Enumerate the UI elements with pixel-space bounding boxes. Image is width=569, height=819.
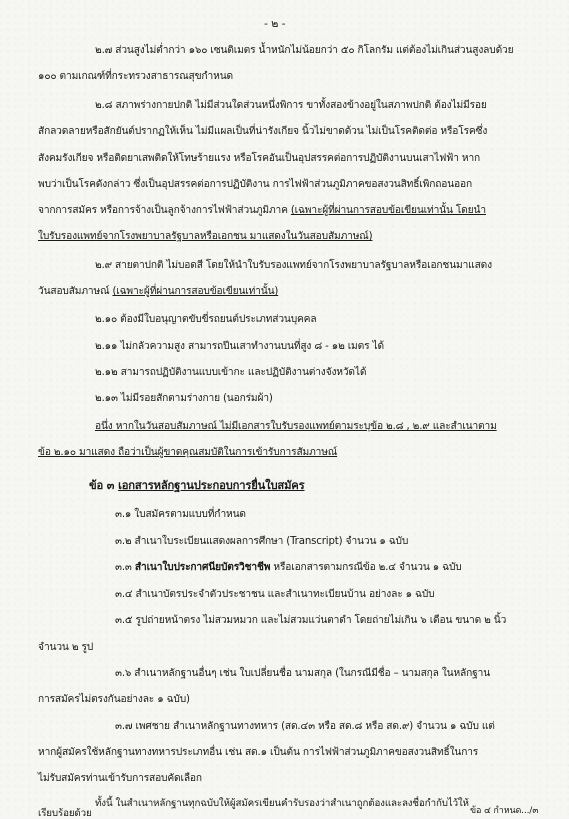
item-2-9-line-2 [38, 285, 278, 299]
item-2-10: ๒.๑๐ ต้องมีใบอนุญาตขับขี่รถยนต์ประเภทส่วนบุคคล [95, 314, 317, 325]
item-3-6-line-1: ๓.๖ สำเนาหลักฐานอื่นๆ เช่น ใบเปลี่ยนชื่อ นามสกุล (ในกรณีมีชื่อ – นามสกุล ในหลักฐาน [115, 668, 491, 679]
item-2-9-line-2-underlined: (เฉพาะผู้ที่ผ่านการสอบข้อเขียนเท่านั้น) [112, 286, 279, 297]
section-3-prefix: ข้อ ๓ [89, 479, 119, 492]
item-3-3-rest: หรือเอกสารตามกรณีข้อ ๒.๔ จำนวน ๑ ฉบับ [270, 562, 462, 573]
item-3-4: ๓.๔ สำเนาบัตรประจำตัวประชาชน และสำเนาทะเบียนบ้าน อย่างละ ๑ ฉบับ [115, 589, 435, 600]
note-line-1: อนึ่ง หากในวันสอบสัมภาษณ์ ไม่มีเอกสารใบรับรองแพทย์ตามระบุข้อ ๒.๘ , ๒.๙ และสำเนาตาม [95, 421, 497, 432]
item-3-3 [115, 561, 462, 575]
item-2-11: ๒.๑๑ ไม่กลัวความสูง สามารถปีนเสาทำงานบนที่สูง ๘ - ๑๒ เมตร ได้ [95, 341, 384, 352]
item-3-7-line-2: หากผู้สมัครใช้หลักฐานทางทหารประเภทอื่น เช่น สด.๑ เป็นต้น การไฟฟ้าส่วนภูมิภาคขอสงวนสิทธิ์ในการ [38, 747, 479, 758]
page-number: - ๒ - [264, 17, 286, 30]
item-2-8-line-2: สักลวดลายหรือสักยันต์ปรากฏให้เห็น ไม่มีแผลเป็นที่น่ารังเกียจ นิ้วไม่ขาดด้วน ไม่เป็นโรคติดต่อ หรือโรคซึ่ง [38, 126, 488, 137]
item-2-9-line-2-text: วันสอบสัมภาษณ์ [38, 286, 113, 297]
closing-line-1: ทั้งนี้ ในสำเนาหลักฐานทุกฉบับให้ผู้สมัครเขียนคำรับรองว่าสำเนาถูกต้องและลงชื่อกำกับไว้ให้ [95, 798, 469, 809]
item-3-5-line-2: จำนวน ๒ รูป [38, 642, 94, 653]
item-2-8-line-5-text: จากการสมัคร หรือการจ้างเป็นลูกจ้างการไฟฟ้าส่วนภูมิภาค [38, 205, 291, 216]
item-2-9-line-1: ๒.๙ สายตาปกติ ไม่บอดสี โดยให้นำใบรับรองแพทย์จากโรงพยาบาลรัฐบาลหรือเอกชนมาแสดง [95, 260, 492, 271]
note-line-2: ข้อ ๒.๑๐ มาแสดง ถือว่าเป็นผู้ขาดคุณสมบัติในการเข้ารับการสัมภาษณ์ [38, 447, 338, 458]
item-2-8-line-5 [38, 204, 486, 218]
item-2-8-line-6: ใบรับรองแพทย์จากโรงพยาบาลรัฐบาลหรือเอกชน มาแสดงในวันสอบสัมภาษณ์) [38, 231, 373, 242]
item-3-1: ๓.๑ ใบสมัครตามแบบที่กำหนด [115, 509, 246, 520]
item-2-8-line-1: ๒.๘ สภาพร่างกายปกติ ไม่มีส่วนใดส่วนหนึ่งพิการ ขาทั้งสองข้างอยู่ในสภาพปกติ ต้องไม่มีรอย [95, 100, 487, 111]
item-3-3-number: ๓.๓ [115, 562, 135, 573]
item-2-7-line-1: ๒.๗ ส่วนสูงไม่ต่ำกว่า ๑๖๐ เซนติเมตร น้ำหนักไม่น้อยกว่า ๕๐ กิโลกรัม แต่ต้องไม่เกินส่วนสูงลบด้วย [95, 45, 514, 56]
item-2-8-line-4: พบว่าเป็นโรคดังกล่าว ซึ่งเป็นอุปสรรคต่อการปฏิบัติงาน การไฟฟ้าส่วนภูมิภาคขอสงวนสิทธิ์เพิกถอนออก [38, 179, 472, 190]
section-3-heading [89, 479, 305, 493]
item-2-7-line-2: ๑๐๐ ตามเกณฑ์ที่กระทรวงสาธารณสุขกำหนด [38, 71, 233, 82]
item-3-7-line-3: ไม่รับสมัครท่านเข้ารับการสอบคัดเลือก [38, 773, 202, 784]
continuation-note: ข้อ ๔ กำหนด.../๓ [470, 806, 539, 816]
item-2-8-line-3: สังคมรังเกียจ หรือติดยาเสพติดให้โทษร้ายแรง หรือโรคอันเป็นอุปสรรคต่อการปฏิบัติงานบนเสาไฟฟ้า หาก [38, 153, 481, 164]
item-3-3-bold: สำเนาใบประกาศนียบัตรวิชาชีพ [134, 562, 271, 573]
closing-line-2: เรียบร้อยด้วย [38, 808, 92, 819]
section-3-title: เอกสารหลักฐานประกอบการยื่นใบสมัคร [118, 479, 305, 492]
item-3-6-line-2: การสมัครไม่ตรงกันอย่างละ ๑ ฉบับ) [38, 694, 190, 705]
item-2-13: ๒.๑๓ ไม่มีรอยสักตามร่างกาย (นอกร่มผ้า) [95, 393, 273, 404]
item-3-2: ๓.๒ สำเนาใบระเบียนแสดงผลการศึกษา (Transcript) จำนวน ๑ ฉบับ [115, 536, 409, 547]
item-3-5-line-1: ๓.๕ รูปถ่ายหน้าตรง ไม่สวมหมวก และไม่สวมแว่นตาดำ โดยถ่ายไม่เกิน ๖ เดือน ขนาด ๒ นิ้ว [115, 615, 507, 626]
item-2-8-line-5-underlined: (เฉพาะผู้ที่ผ่านการสอบข้อเขียนเท่านั้น โดยนำ [290, 205, 487, 216]
item-3-7-line-1: ๓.๗ เพศชาย สำเนาหลักฐานทางทหาร (สด.๔๓ หรือ สด.๘ หรือ สด.๙) จำนวน ๑ ฉบับ แต่ [115, 721, 495, 732]
item-2-12: ๒.๑๒ สามารถปฏิบัติงานแบบเข้ากะ และปฏิบัติงานต่างจังหวัดได้ [95, 367, 367, 378]
